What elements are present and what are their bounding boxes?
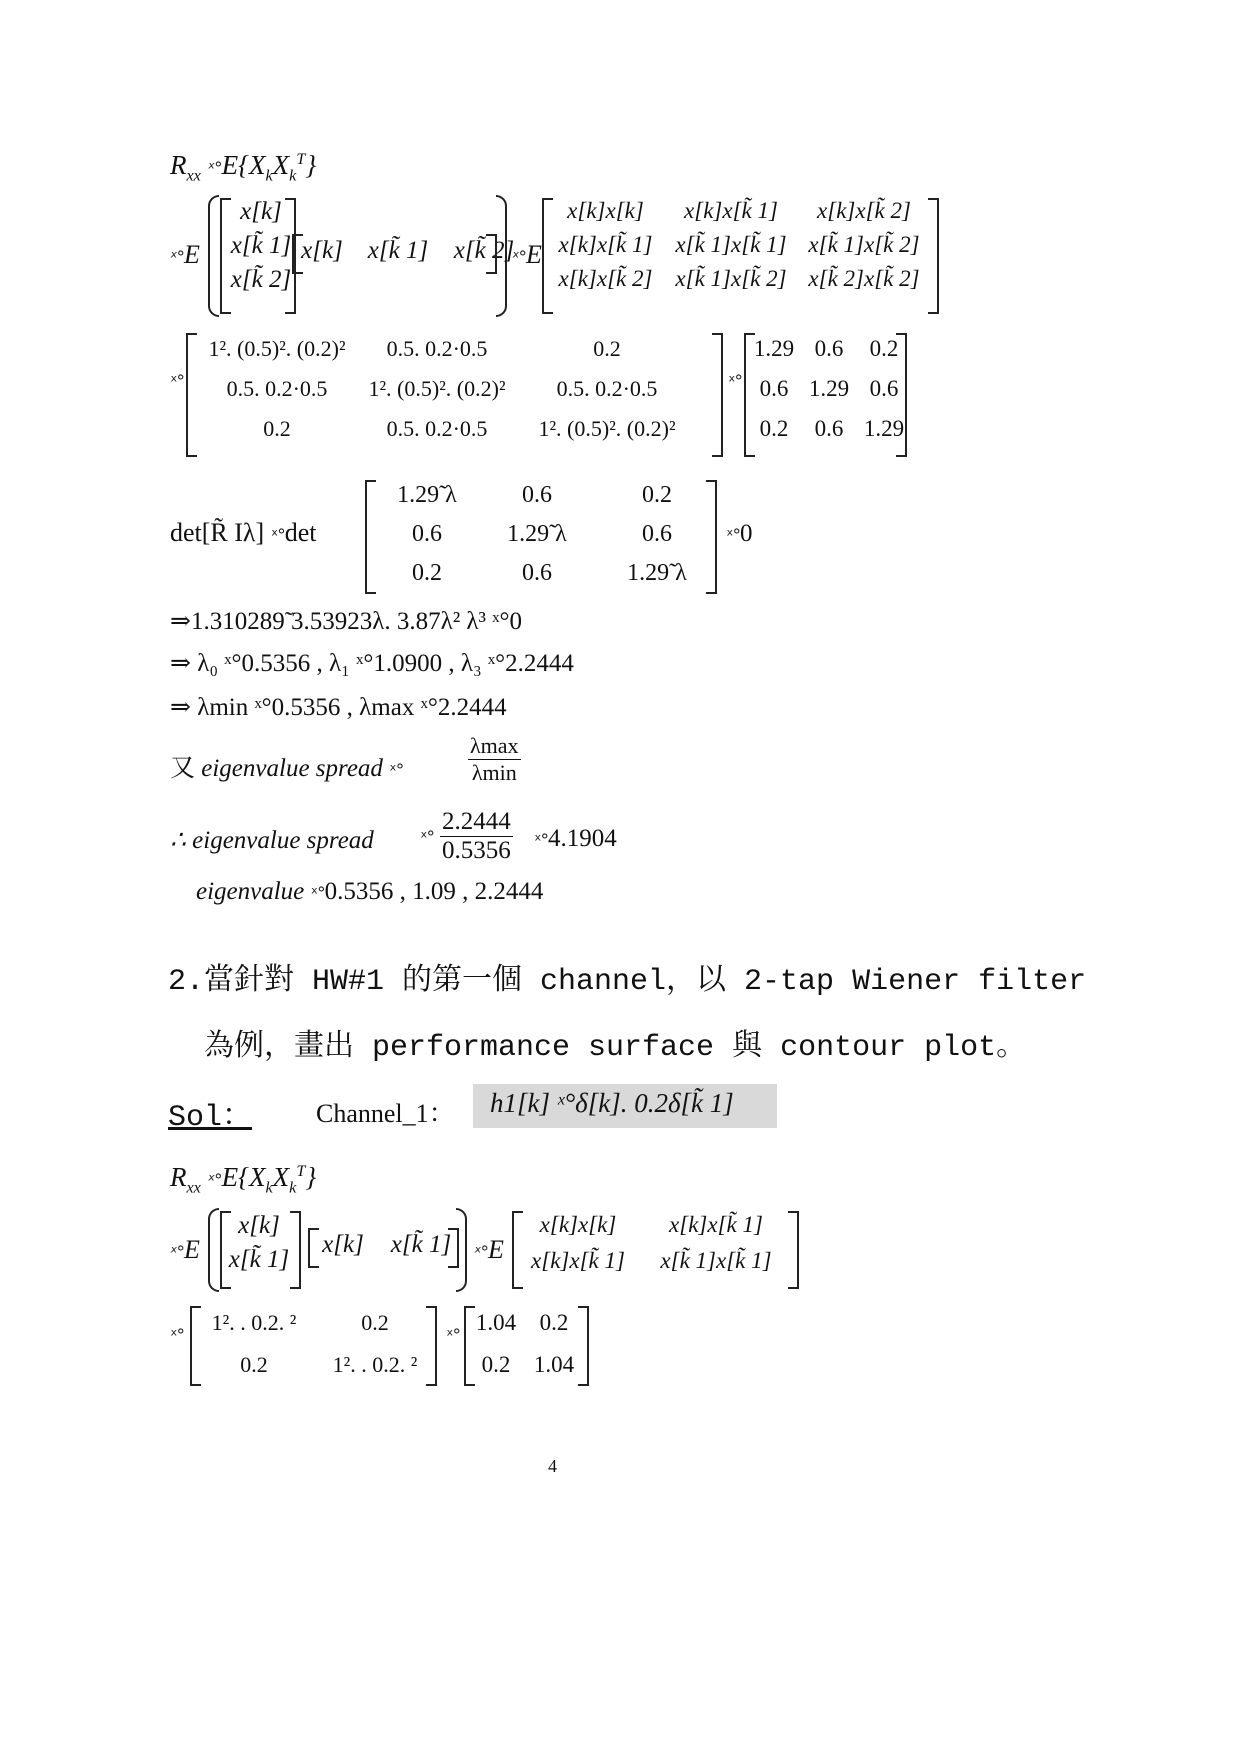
eigenvalues: ⇒ λ₀ ˣ°0.5356 , λ₁ ˣ°1.0900 , λ₃ ˣ°2.2444	[170, 650, 574, 677]
bracket-right-2	[290, 1211, 301, 1289]
equals-sign: ˣ°	[728, 372, 743, 392]
column-vector-3: x[k] x[k̃ 1] x[k̃ 2]	[230, 198, 292, 293]
det-rhs: ˣ°0	[726, 520, 753, 547]
eigenvalue-list: eigenvalue ˣ°0.5356 , 1.09 , 2.2444	[196, 878, 544, 905]
result-matrix-3x3: 1.29 0.6 0.2 0.6 1.29 0.6 0.2 0.6 1.29	[753, 336, 905, 441]
rxx-definition-2: $R_{xx}$ $ˣ^\circ E\{X_kX_k^T\}$	[170, 1162, 317, 1197]
det-matrix: 1.29̃ λ 0.6 0.2 0.6 1.29̃ λ 0.6 0.2 0.6 1.29̃ λ	[397, 482, 687, 586]
brace-left-2	[208, 1208, 219, 1292]
spread-fraction: λmax λmin	[470, 733, 519, 785]
page-number: 4	[548, 1456, 557, 1476]
equals-sign: ˣ°	[420, 828, 435, 848]
channel-formula: h1[k] ˣ°δ[k]. 0.2δ[k̃ 1]	[490, 1088, 734, 1118]
spread-result: ˣ°4.1904	[534, 825, 617, 852]
rxx-definition-1: $R_{xx}$ $ˣ^\circ E\{X_kX_k^T\}$	[170, 150, 317, 185]
row-vector-2: x[k] x[k̃ 1]	[322, 1231, 452, 1258]
question-2-line-2: 為例，畫出 performance surface 與 contour plot。	[204, 1031, 1027, 1065]
expectation-2x2-rhs: ˣ°E	[474, 1235, 504, 1264]
brace-right-2	[456, 1208, 467, 1292]
outer-product-3x3: x[k]x[k] x[k]x[k̃ 1] x[k]x[k̃ 2] x[k]x[k̃ 1] x[k̃ 1]x[k̃ 1] x[k̃ 1]x[k̃ 2] x[k]x[k̃ 2] x[k̃ 1]x[k̃ 2] x[k̃ 2]x[k̃ 2]	[558, 198, 920, 291]
equals-sign: ˣ°	[170, 372, 185, 392]
spread-value-label: ∴ eigenvalue spread	[170, 827, 374, 854]
equals-sign: ˣ°	[446, 1326, 461, 1346]
spread-definition: 又 eigenvalue spread ˣ°	[170, 755, 404, 782]
outer-bracket-right-2	[788, 1211, 799, 1289]
expectation-2x2: ˣ°E	[170, 1235, 200, 1264]
eigen-min-max: ⇒ λmin ˣ°0.5356 , λmax ˣ°2.2444	[170, 694, 507, 721]
channel-label: Channel_1：	[316, 1099, 455, 1128]
numeric-matrix-3x3: 1². (0.5)². (0.2)² 0.5. 0.2·0.5 0.2 0.5. 0.2·0.5 1². (0.5)². (0.2)² 0.5. 0.2·0.5 0.2 0.5. 0.2·0.5 1². (0.5)². (0.2)²	[208, 336, 676, 441]
outer-product-2x2: x[k]x[k] x[k]x[k̃ 1] x[k]x[k̃ 1] x[k̃ 1]x[k̃ 1]	[531, 1212, 772, 1273]
row-bracket-left	[292, 234, 303, 274]
expectation-3x3-rhs: ˣ°E	[512, 240, 542, 269]
equals-sign: ˣ°	[170, 1326, 185, 1346]
question-2-line-1: 2.當針對 HW#1 的第一個 channel，以 2-tap Wiener filter	[168, 965, 1087, 999]
characteristic-polynomial: ⇒1.310289̃ 3.53923λ. 3.87λ² λ³ ˣ°0	[170, 608, 523, 635]
outer-bracket-right	[928, 198, 939, 314]
spread-value-fraction: $\frac{2.2444}{0.5356}$	[442, 808, 511, 864]
brace-left	[208, 195, 219, 317]
det-lhs: det[R̃ Iλ] ˣ°det	[170, 518, 317, 547]
det-bracket-right	[706, 480, 717, 594]
brace-right	[496, 195, 507, 317]
numeric-bracket-right	[712, 333, 723, 457]
expectation-3x3: ˣ°E	[170, 240, 200, 269]
column-vector-2: x[k] x[k̃ 1]	[228, 1212, 290, 1273]
numeric-bracket-right-2	[426, 1306, 437, 1386]
row-vector-3: x[k] x[k̃ 1] x[k̃ 2]	[301, 237, 515, 264]
result-bracket-right-2	[578, 1306, 589, 1386]
result-matrix-2x2: 1.04 0.2 0.2 1.04	[475, 1310, 575, 1377]
solution-label: Sol：	[168, 1101, 253, 1135]
numeric-matrix-2x2: 1². . 0.2. ² 0.2 0.2 1². . 0.2. ²	[211, 1310, 418, 1377]
result-bracket-right	[896, 333, 907, 457]
